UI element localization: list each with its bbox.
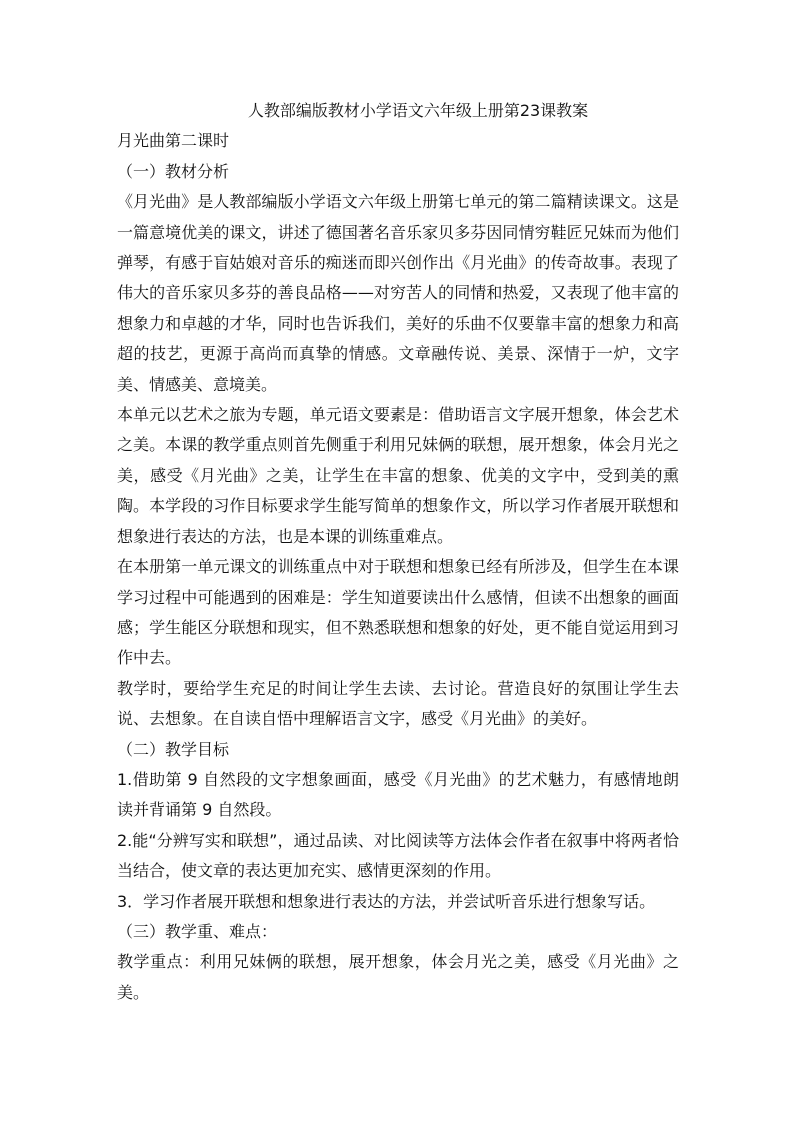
document-title: 人教部编版教材小学语文六年级上册第23课教案: [247, 101, 589, 120]
lesson-name: 月光曲第二课时: [117, 131, 230, 151]
goal-item-2: 2.能“分辨写实和联想”，通过品读、对比阅读等方法体会作者在叙事中将两者恰当结合，使文章的表达更加充实、感情更深刻的作用。: [117, 830, 679, 881]
analysis-paragraph-3: 在本册第一单元课文的训练重点中对于联想和想象已经有所涉及，但学生在本课学习过程中可能遇到的困难是：学生知道要读出什么感情，但读不出想象的画面感；学生能区分联想和现实，但不熟悉联想和想象的好处，更不能自觉运用到习作中去。: [117, 557, 679, 668]
goal-item-1: 1.借助第 9 自然段的文字想象画面，感受《月光曲》的艺术魅力，有感情地朗读并背诵第 9 自然段。: [117, 769, 679, 820]
section-heading-analysis: （一）教材分析: [117, 161, 230, 181]
analysis-paragraph-4: 教学时，要给学生充足的时间让学生去读、去讨论。营造良好的氛围让学生去说、去想象。在自读自悟中理解语言文字，感受《月光曲》的美好。: [117, 678, 679, 729]
goal-item-3: 3．学习作者展开联想和想象进行表达的方法，并尝试听音乐进行想象写话。: [117, 891, 656, 911]
section-heading-key-points: （三）教学重、难点：: [117, 921, 278, 941]
analysis-paragraph-2: 本单元以艺术之旅为专题，单元语文要素是：借助语言文字展开想象，体会艺术之美。本课的教学重点则首先侧重于利用兄妹俩的联想，展开想象，体会月光之美，感受《月光曲》之美，让学生在丰富的想象、优美的文字中，受到美的熏陶。本学段的习作目标要求学生能写简单的想象作文，所以学习作者展开联想和想象进行表达的方法，也是本课的训练重难点。: [117, 405, 679, 546]
document-page: [117, 96, 679, 1008]
key-point-text: 教学重点：利用兄妹俩的联想，展开想象，体会月光之美，感受《月光曲》之美。: [117, 952, 679, 1002]
section-heading-goals: （二）教学目标: [117, 739, 230, 759]
analysis-paragraph-1: 《月光曲》是人教部编版小学语文六年级上册第七单元的第二篇精读课文。这是一篇意境优美的课文，讲述了德国著名音乐家贝多芬因同情穷鞋匠兄妹而为他们弹琴，有感于盲姑娘对音乐的痴迷而即兴创作出《月光曲》的传奇故事。表现了伟大的音乐家贝多芬的善良品格——对穷苦人的同情和热爱，又表现了他丰富的想象力和卓越的才华，同时也告诉我们，美好的乐曲不仅要靠丰富的想象力和高超的技艺，更源于高尚而真挚的情感。文章融传说、美景、深情于一炉，文字美、情感美、意境美。: [117, 192, 679, 394]
